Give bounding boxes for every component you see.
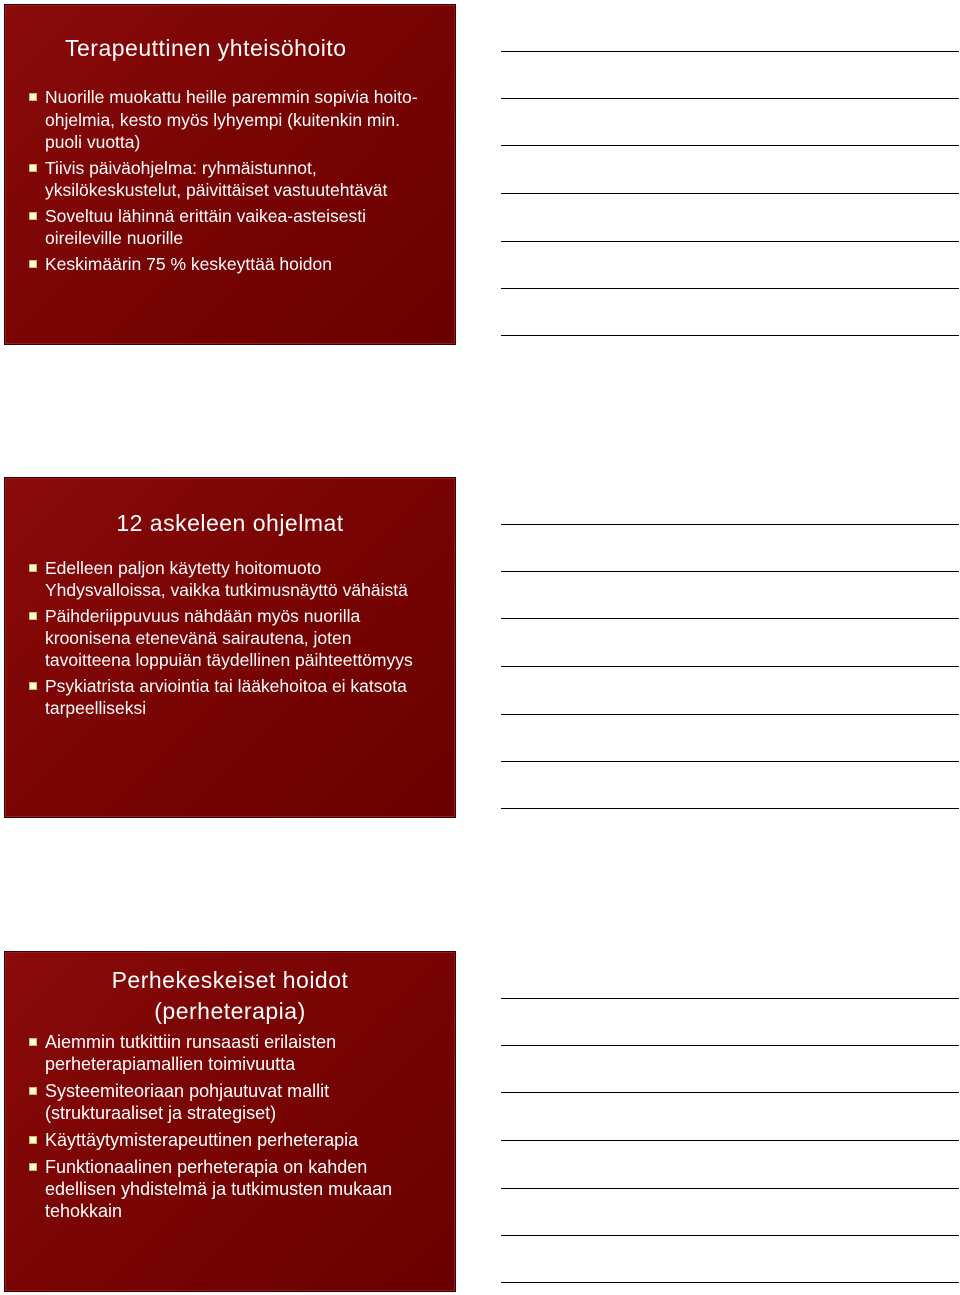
- note-line: [501, 1092, 959, 1093]
- list-item: [45, 1031, 437, 1075]
- list-item: [45, 1080, 437, 1124]
- square-bullet-icon: [29, 682, 37, 690]
- bullet-text: Soveltuu lähinnä erittäin vaikea-asteisesti oireileville nuorille: [45, 205, 367, 248]
- note-line: [501, 666, 959, 667]
- note-line: [501, 1188, 959, 1189]
- note-line: [501, 145, 959, 146]
- note-line: [501, 98, 959, 99]
- square-bullet-icon: [29, 260, 37, 268]
- bullet-text: Aiemmin tutkittiin runsaasti erilaisten perheterapiamallien toimivuutta: [45, 1032, 337, 1074]
- note-line: [501, 51, 959, 52]
- slide-1: [4, 4, 456, 345]
- list-item: [45, 1129, 437, 1151]
- list-item: [45, 157, 437, 202]
- square-bullet-icon: [29, 93, 37, 101]
- note-line: [501, 761, 959, 762]
- note-line: [501, 1045, 959, 1046]
- slide-2: [4, 477, 456, 818]
- note-line: [501, 1140, 959, 1141]
- slide-title: Terapeuttinen yhteisöhoito: [65, 35, 347, 61]
- note-line: [501, 193, 959, 194]
- list-item: [45, 675, 437, 719]
- note-line: [501, 288, 959, 289]
- slide-title: Perhekeskeiset hoidot (perheterapia): [111, 967, 349, 1024]
- list-item: [45, 205, 437, 250]
- list-item: [45, 557, 437, 601]
- square-bullet-icon: [29, 1038, 37, 1046]
- square-bullet-icon: [29, 1163, 37, 1171]
- square-bullet-icon: [29, 1136, 37, 1144]
- list-item: [45, 253, 437, 276]
- note-line: [501, 524, 959, 525]
- bullet-list: [5, 1031, 455, 1222]
- note-line: [501, 618, 959, 619]
- square-bullet-icon: [29, 164, 37, 172]
- note-line: [501, 571, 959, 572]
- square-bullet-icon: [29, 564, 37, 572]
- bullet-list: [5, 557, 455, 719]
- square-bullet-icon: [29, 1087, 37, 1095]
- bullet-text: Tiivis päiväohjelma: ryhmäistunnot, yksilökeskustelut, päivittäiset vastuutehtävät: [45, 157, 388, 200]
- list-item: [45, 1156, 437, 1222]
- note-line: [501, 1282, 959, 1283]
- list-item: [45, 605, 437, 671]
- note-line: [501, 998, 959, 999]
- bullet-text: Psykiatrista arviointia tai lääkehoitoa ei katsota tarpeelliseksi: [45, 676, 407, 718]
- square-bullet-icon: [29, 612, 37, 620]
- square-bullet-icon: [29, 212, 37, 220]
- bullet-text: Keskimäärin 75 % keskeyttää hoidon: [45, 253, 332, 274]
- bullet-list: [5, 86, 455, 275]
- bullet-text: Edelleen paljon käytetty hoitomuoto Yhdysvalloissa, vaikka tutkimusnäyttö vähäistä: [45, 558, 408, 600]
- note-line: [501, 335, 959, 336]
- bullet-text: Päihderiippuvuus nähdään myös nuorilla kroonisena etenevänä sairautena, joten tavoitteena loppuiän täydellinen päihteettömyys: [45, 606, 413, 670]
- list-item: [45, 86, 437, 154]
- note-line: [501, 1235, 959, 1236]
- bullet-text: Nuorille muokattu heille paremmin sopivia hoito-ohjelmia, kesto myös lyhyempi (kuitenkin min. puoli vuotta): [45, 87, 418, 152]
- bullet-text: Systeemiteoriaan pohjautuvat mallit (strukturaaliset ja strategiset): [45, 1081, 330, 1123]
- note-line: [501, 808, 959, 809]
- note-line: [501, 241, 959, 242]
- note-line: [501, 714, 959, 715]
- bullet-text: Funktionaalinen perheterapia on kahden edellisen yhdistelmä ja tutkimusten mukaan tehokkain: [45, 1157, 393, 1221]
- slide-title: 12 askeleen ohjelmat: [116, 510, 344, 536]
- bullet-text: Käyttäytymisterapeuttinen perheterapia: [45, 1130, 359, 1150]
- slide-3: [4, 951, 456, 1292]
